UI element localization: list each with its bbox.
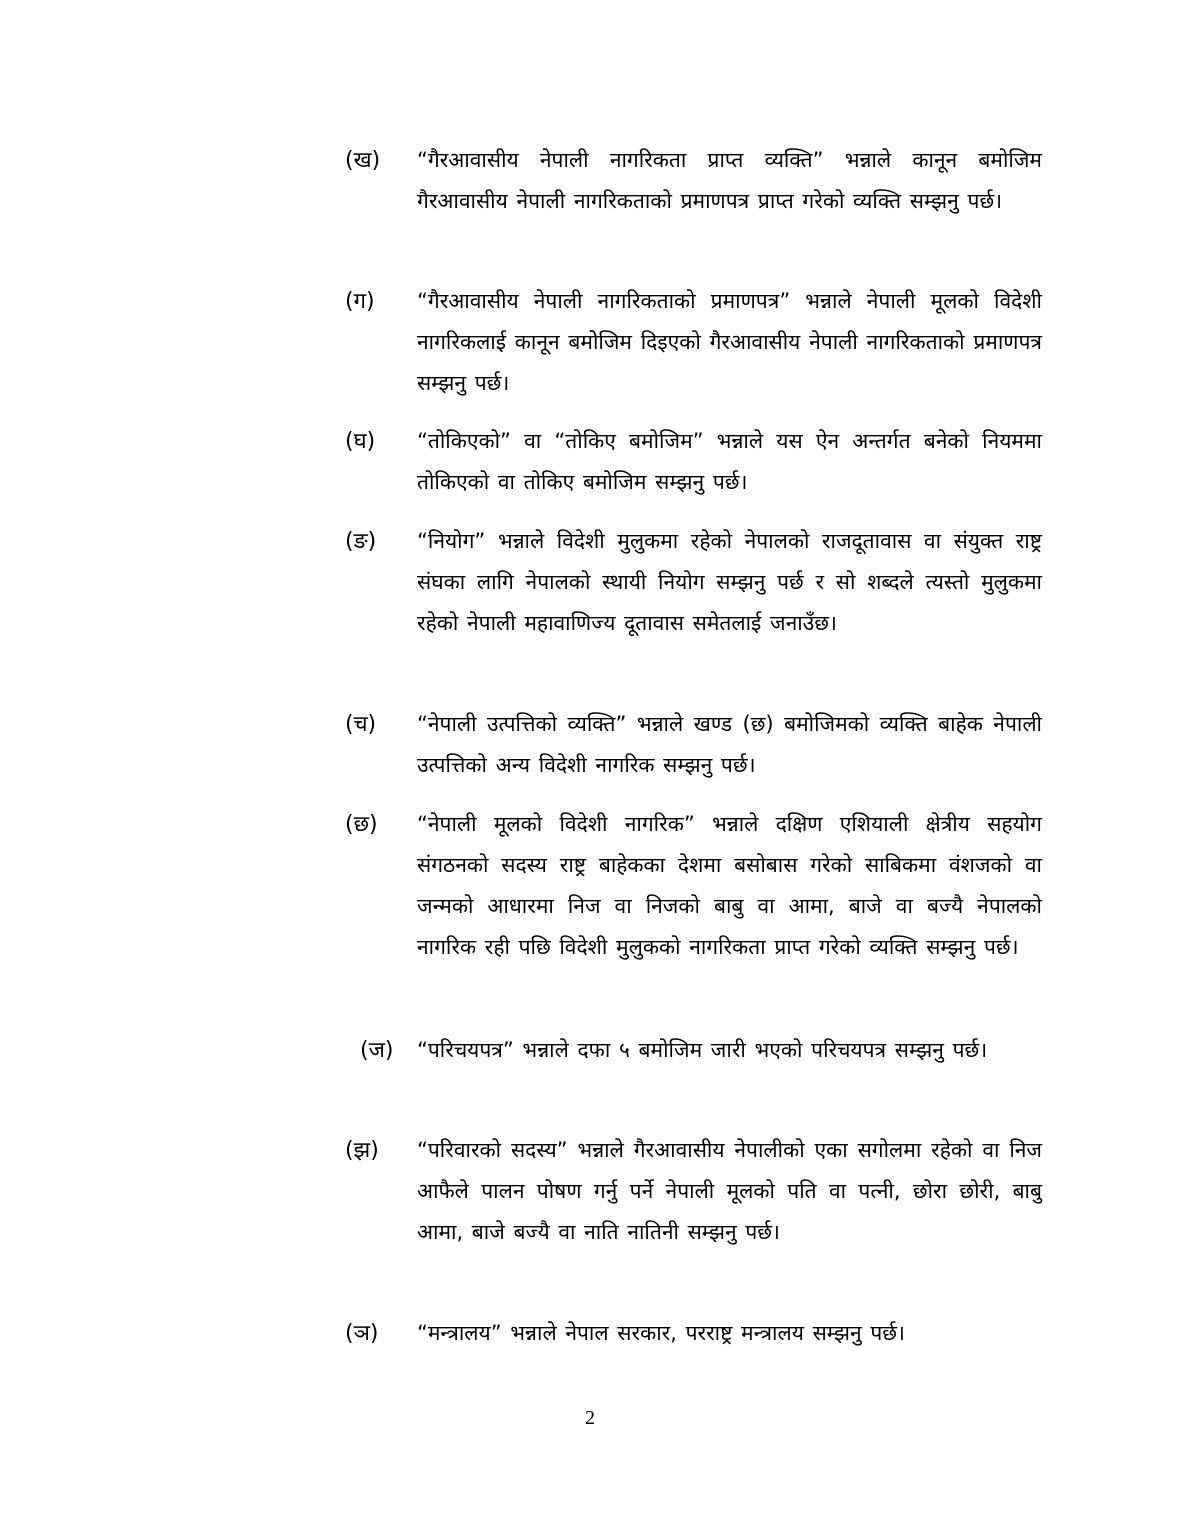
clause-label: (ग) [345,289,375,314]
clause-label: (ज) [360,1038,394,1063]
clause-text: “परिवारको सदस्य” भन्नाले गैरआवासीय नेपालीको एका सगोलमा रहेको वा निज आफैले पालन पोषण गर्नु पर्ने नेपाली मूलको पति वा पत्नी, छोरा छोरी, बाबु आमा, बाजे बज्यै वा नाति नातिनी सम्झनु पर्छ। [417,1138,1042,1244]
clause-label: (ञ) [345,1321,379,1346]
clause-text: “नियोग” भन्नाले विदेशी मुलुकमा रहेको नेपालको राजदूतावास वा संयुक्त राष्ट्र संघका लागि नेपालको स्थायी नियोग सम्झनु पर्छ र सो शब्दले त्यस्तो मुलुकमा रहेको नेपाली महावाणिज्य दूतावास समेतलाई जनाउँछ। [417,529,1042,635]
clause-label: (घ) [345,429,376,454]
clause-label: (ङ) [345,529,377,554]
clause-text: “तोकिएको” वा “तोकिए बमोजिम” भन्नाले यस ऐन अन्तर्गत बनेको नियममा तोकिएको वा तोकिए बमोजिम सम्झनु पर्छ। [417,429,1042,494]
clause-label: (ख) [345,148,381,173]
clause-label: (झ) [345,1138,379,1163]
clause-text: “परिचयपत्र” भन्नाले दफा ५ बमोजिम जारी भएको परिचयपत्र सम्झनु पर्छ। [417,1038,988,1062]
clause-text: “नेपाली उत्पत्तिको व्यक्ति” भन्नाले खण्ड (छ) बमोजिमको व्यक्ति बाहेक नेपाली उत्पत्तिको अन्य विदेशी नागरिक सम्झनु पर्छ। [417,712,1042,777]
clause-label: (च) [345,712,377,737]
clause-text: “गैरआवासीय नेपाली नागरिकता प्राप्त व्यक्ति” भन्नाले कानून बमोजिम गैरआवासीय नेपाली नागरिकताको प्रमाणपत्र प्राप्त गरेको व्यक्ति सम्झनु पर्छ। [417,148,1042,213]
page-number: 2 [585,1407,595,1429]
clause-text: “मन्त्रालय” भन्नाले नेपाल सरकार, परराष्ट्र मन्त्रालय सम्झनु पर्छ। [417,1321,905,1345]
clause-label: (छ) [345,812,378,837]
clause-text: “गैरआवासीय नेपाली नागरिकताको प्रमाणपत्र” भन्नाले नेपाली मूलको विदेशी नागरिकलाई कानून बमोेजिम दिइएको गैरआवासीय नेपाली नागरिकताको प्रमाणपत्र सम्झनु पर्छ। [417,289,1042,395]
clause-text: “नेपाली मूलको विदेशी नागरिक” भन्नाले दक्षिण एशियाली क्षेत्रीय सहयोग संगठनको सदस्य राष्ट्र बाहेकका देशमा बसोबास गरेको साबिकमा वंशजको वा जन्मको आधारमा निज वा निजको बाबु वा आमा, बाजे वा बज्यै नेपालको नागरिक रही पछि विदेशी मुलुकको नागरिकता प्राप्त गरेको व्यक्ति सम्झनु पर्छ। [417,812,1042,959]
